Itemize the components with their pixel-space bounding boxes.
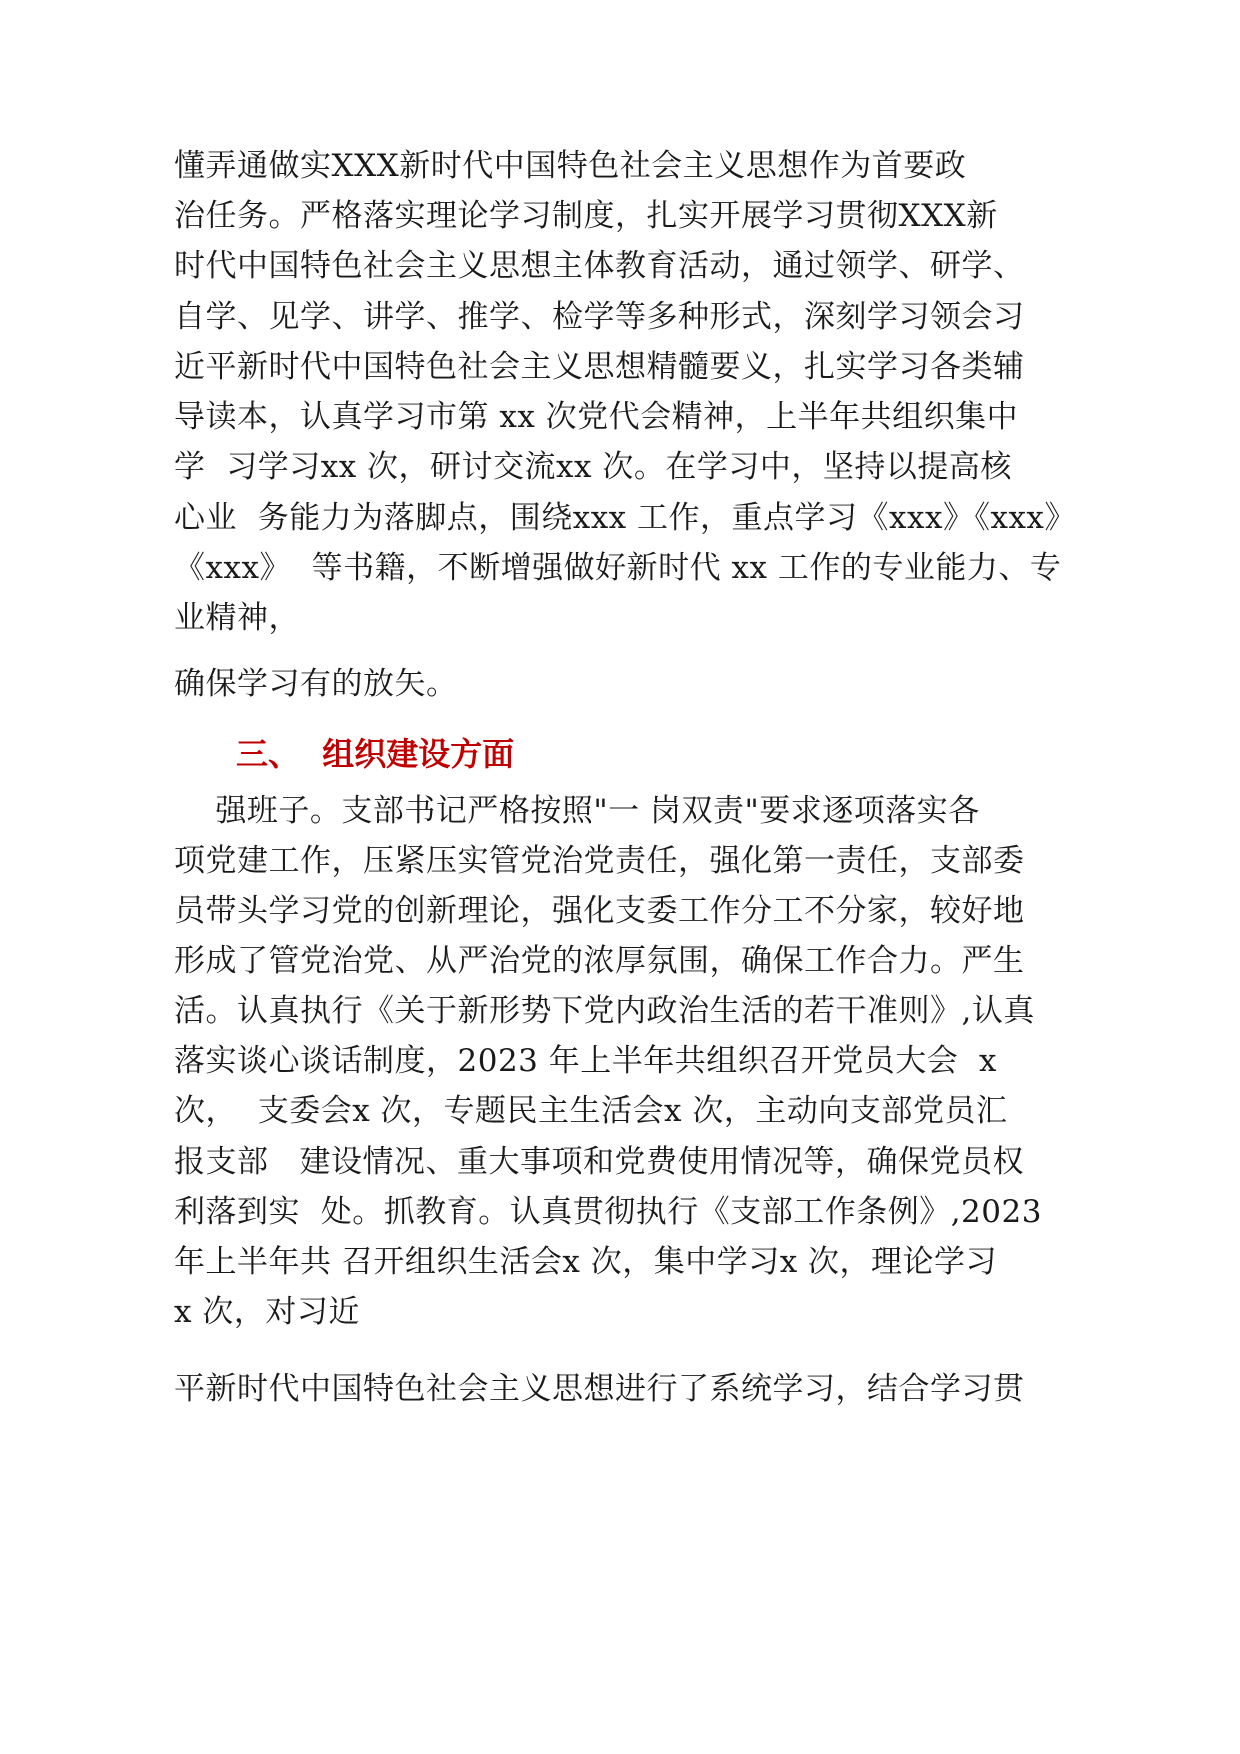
section-heading: 三、 组织建设方面 [236,735,515,773]
body-text-line: 近平新时代中国特色社会主义思想精髓要义，扎实学习各类辅 [174,349,1025,385]
body-text-line: 落实谈心谈话制度，2023 年上半年共组织召开党员大会 x [174,1043,997,1079]
body-text-line: 形成了管党治党、从严治党的浓厚氛围，确保工作合力。严生 [174,943,1025,979]
body-text-line: 确保学习有的放矢。 [174,666,458,702]
body-text-line: 时代中国特色社会主义思想主体教育活动，通过领学、研学、 [174,248,1025,284]
body-text-line: 报支部 建设情况、重大事项和党费使用情况等，确保党员权 [174,1144,1025,1180]
body-text-line: 学 习学习xx 次，研讨交流xx 次。在学习中，坚持以提高核 [174,449,1012,485]
body-text-line: 业精神， [174,600,300,636]
body-text-line: 导读本，认真学习市第 xx 次党代会精神，上半年共组织集中 [174,399,1019,435]
body-text-line: 活。认真执行《关于新形势下党内政治生活的若干准则》,认真 [174,993,1035,1029]
body-text-line: 心业 务能力为落脚点，围绕xxx 工作，重点学习《xxx》《xxx》 [174,500,1076,536]
body-text-line: 年上半年共 召开组织生活会x 次，集中学习x 次，理论学习 [174,1244,998,1280]
body-text-line: 强班子。支部书记严格按照"一 岗双责"要求逐项落实各 [174,793,980,829]
body-text-line: 平新时代中国特色社会主义思想进行了系统学习，结合学习贯 [174,1371,1025,1407]
body-text-line: 自学、见学、讲学、推学、检学等多种形式，深刻学习领会习 [174,299,1025,335]
body-text-line: 懂弄通做实XXX新时代中国特色社会主义思想作为首要政 [174,148,967,184]
body-text-line: 次， 支委会x 次，专题民主生活会x 次，主动向支部党员汇 [174,1093,1008,1129]
body-text-line: 项党建工作，压紧压实管党治党责任，强化第一责任，支部委 [174,843,1025,879]
body-text-line: 《xxx》 等书籍，不断增强做好新时代 xx 工作的专业能力、专 [174,550,1062,586]
body-text-line: 员带头学习党的创新理论，强化支委工作分工不分家，较好地 [174,893,1025,929]
body-text-line: 治任务。严格落实理论学习制度，扎实开展学习贯彻XXX新 [174,198,998,234]
body-text-line: x 次，对习近 [174,1294,360,1330]
body-text-line: 利落到实 处。抓教育。认真贯彻执行《支部工作条例》,2023 [174,1194,1042,1230]
